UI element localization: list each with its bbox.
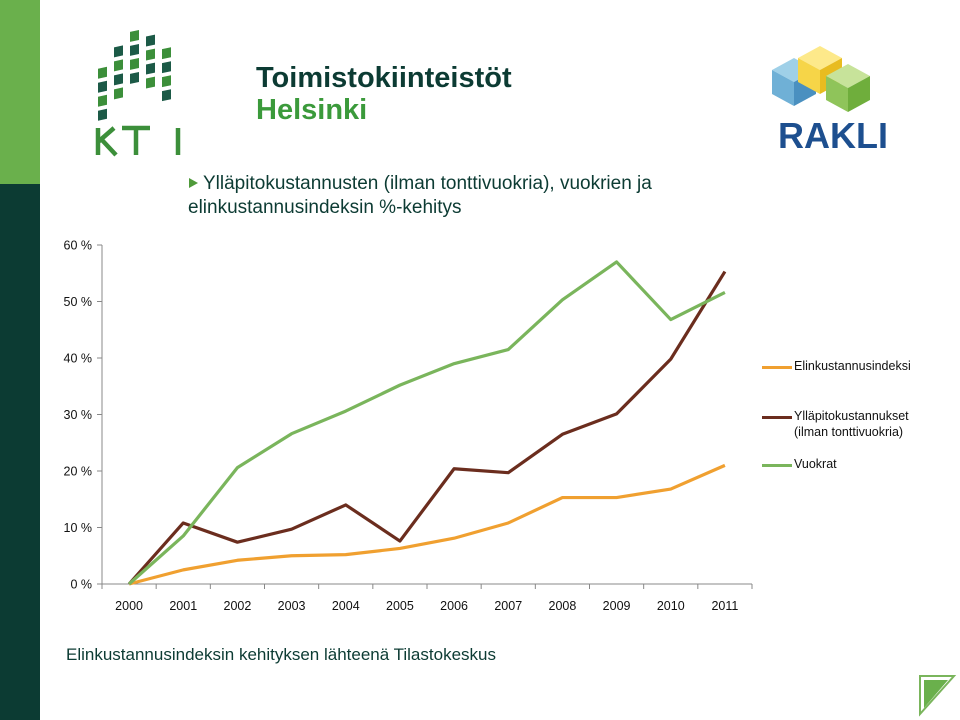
subtitle-text: Ylläpitokustannusten (ilman tonttivuokria), vuokrien ja elinkustannusindeksin %-kehitys <box>188 173 652 218</box>
x-tick-label: 2004 <box>331 599 360 613</box>
x-tick-label: 2006 <box>440 599 468 613</box>
legend-swatch <box>762 366 792 369</box>
x-tick-label: 2000 <box>115 599 143 613</box>
legend-label: Vuokrat <box>794 457 837 471</box>
series-line-1 <box>129 272 725 584</box>
x-tick-label: 2011 <box>711 599 739 613</box>
series-line-0 <box>129 465 725 584</box>
y-tick-label: 50 % <box>63 295 92 309</box>
x-tick-label: 2007 <box>494 599 523 613</box>
source-note: Elinkustannusindeksin kehityksen lähteenä Tilastokeskus <box>66 645 496 664</box>
x-tick-label: 2003 <box>277 599 306 613</box>
x-tick-label: 2009 <box>602 599 631 613</box>
x-tick-label: 2008 <box>548 599 577 613</box>
legend-swatch <box>762 464 792 467</box>
legend-label: Ylläpitokustannukset (ilman tonttivuokria) <box>794 409 909 439</box>
y-tick-label: 0 % <box>70 577 92 592</box>
legend-label: Elinkustannusindeksi <box>794 359 911 373</box>
y-tick-label: 40 % <box>63 351 92 366</box>
y-tick-label: 30 % <box>63 408 92 422</box>
rakli-logo-text: RAKLI <box>778 115 888 155</box>
x-tick-label: 2005 <box>386 599 414 613</box>
title-line-2: Helsinki <box>256 94 368 126</box>
y-tick-label: 60 % <box>63 238 92 253</box>
title-line-1: Toimistokiinteistöt <box>256 62 512 94</box>
y-tick-label: 20 % <box>63 464 92 479</box>
legend-swatch <box>762 416 792 419</box>
x-tick-label: 2002 <box>223 599 252 613</box>
y-tick-label: 10 % <box>63 521 92 535</box>
x-tick-label: 2010 <box>656 599 685 613</box>
x-tick-label: 2001 <box>169 599 198 613</box>
corner-logo-mark <box>914 668 960 720</box>
